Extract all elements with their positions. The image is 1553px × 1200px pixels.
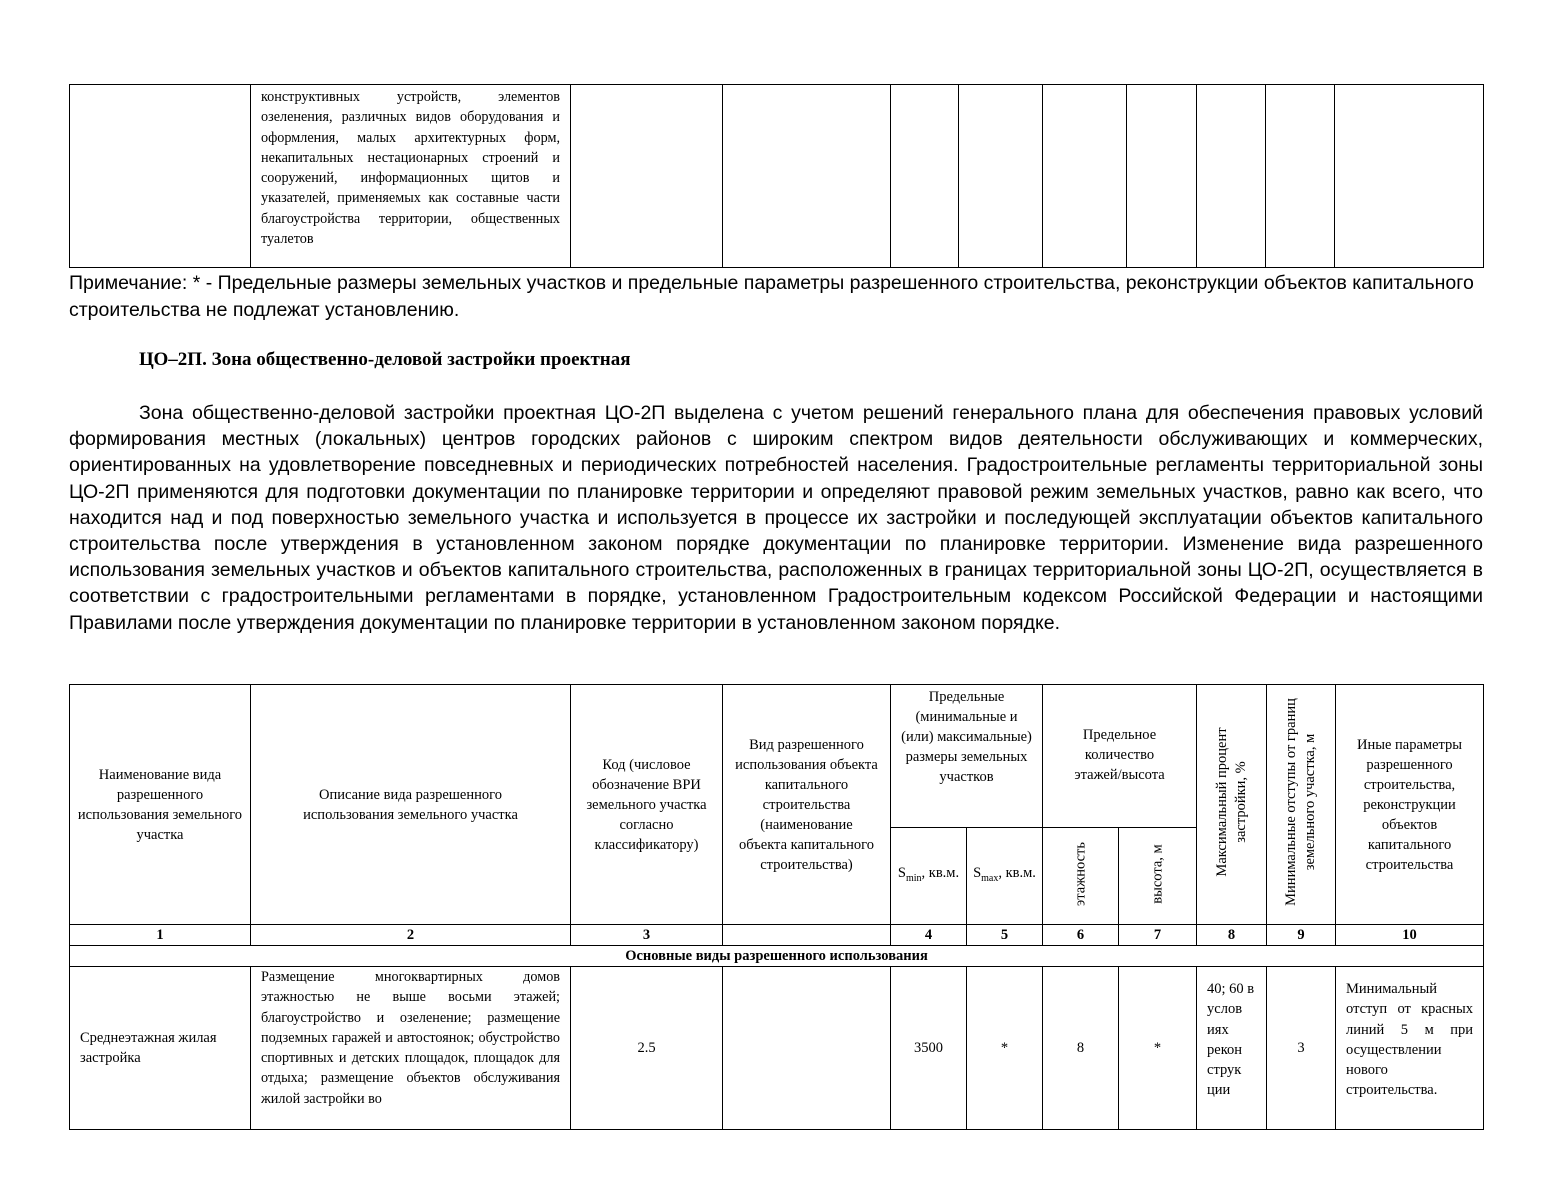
column-number: 1 — [70, 925, 251, 946]
table-row — [70, 967, 1484, 1130]
row-other-params: Минимальный отступ от красных линий 5 м при осуществлении нового строительства. — [1336, 967, 1484, 1130]
smin-symbol: S — [897, 865, 906, 882]
header-smax — [967, 828, 1043, 925]
smax-symbol: S — [973, 865, 982, 882]
row-setback: 3 — [1267, 967, 1336, 1130]
table-cell — [571, 85, 723, 268]
table-cell — [1127, 85, 1197, 268]
column-number: 2 — [251, 925, 571, 946]
note-text: Примечание: * - Предельные размеры земельных участков и предельные параметры разрешенного строительства, реконструкции объектов капитального строительства не подлежат установлению. — [69, 272, 1474, 321]
row-name: Среднеэтажная жилая застройка — [70, 967, 251, 1130]
column-number: 7 — [1119, 925, 1197, 946]
column-number: 6 — [1043, 925, 1119, 946]
table-cell — [1197, 85, 1266, 268]
smax-sub: max — [981, 872, 999, 884]
top-continuation-table — [69, 84, 1484, 268]
header-object-type: Вид разрешенного использования объекта капитального строительства (наименование объекта капитального строительства) — [723, 685, 891, 925]
smax-unit: , кв.м. — [998, 865, 1036, 882]
row-code: 2.5 — [571, 967, 723, 1130]
table-row — [70, 85, 1484, 268]
header-height — [1119, 828, 1197, 925]
table-cell — [891, 85, 959, 268]
header-floors-height: Предельное количество этажей/высота — [1043, 685, 1197, 828]
section-title: Основные виды разрешенного использования — [70, 946, 1484, 967]
smin-unit: , кв.м. — [921, 865, 960, 882]
table-cell — [70, 85, 251, 268]
header-description: Описание вида разрешенного использования земельного участка — [251, 685, 571, 925]
column-number-empty — [723, 925, 891, 946]
column-number: 8 — [1197, 925, 1267, 946]
column-number-row — [70, 925, 1484, 946]
section-row — [70, 946, 1484, 967]
header-min-setbacks-text: Минимальные отступы от границ земельного участка, м — [1283, 698, 1319, 906]
header-max-percent — [1197, 685, 1267, 925]
table-cell — [251, 85, 571, 268]
table-cell — [723, 85, 891, 268]
column-number: 10 — [1336, 925, 1484, 946]
header-min-setbacks — [1267, 685, 1336, 925]
table-cell — [1335, 85, 1484, 268]
row-description: Размещение многоквартирных домов этажностью не выше восьми этажей; благоустройство и озеленение; размещение подземных гаражей и автостоянок; обустройство спортивных и детских площадок, площадок для отдыха; размещение объектов обслуживания жилой застройки во — [251, 967, 571, 1130]
row-smax: * — [967, 967, 1043, 1130]
header-floors-text: этажность — [1072, 842, 1089, 906]
row-floors: 8 — [1043, 967, 1119, 1130]
header-max-percent-text: Максимальный процент застройки, % — [1213, 727, 1249, 877]
column-number: 4 — [891, 925, 967, 946]
header-name: Наименование вида разрешенного использования земельного участка — [70, 685, 251, 925]
row-percent: 40; 60 в услов иях рекон струк ции — [1197, 967, 1267, 1130]
header-other-params: Иные параметры разрешенного строительства, реконструкции объектов капитального строительства — [1336, 685, 1484, 925]
row-height: * — [1119, 967, 1197, 1130]
row-smin: 3500 — [891, 967, 967, 1130]
row-object — [723, 967, 891, 1130]
smin-sub: min — [905, 872, 922, 884]
header-height-text: высота, м — [1149, 844, 1166, 904]
header-plot-sizes: Предельные (минимальные и (или) максимальные) размеры земельных участков — [891, 685, 1043, 828]
header-floors — [1043, 828, 1119, 925]
regulations-table — [69, 684, 1484, 1130]
column-number: 9 — [1267, 925, 1336, 946]
column-number: 3 — [571, 925, 723, 946]
zone-description-paragraph: Зона общественно-деловой застройки проектная ЦО-2П выделена с учетом решений генерального плана для обеспечения правовых условий формирования местных (локальных) центров городских районов с широким спектром видов деятельности обслуживающих и коммерческих, ориентированных на удовлетворение повседневных и периодических потребностей населения. Градостроительные регламенты территориальной зоны ЦО-2П применяются для подготовки документации по планировке территории и определяют правовой режим земельных участков, равно как всего, что находится над и под поверхностью земельного участка и используется в процессе их застройки и последующей эксплуатации объектов капитального строительства после утверждения в установленном законом порядке документации по планировке территории. Изменение вида разрешенного использования земельных участков и объектов капитального строительства, расположенных в границах территориальной зоны ЦО-2П, осуществляется в соответствии с градостроительными регламентами в порядке, установленном Градостроительным кодексом Российской Федерации и настоящими Правилами после утверждения документации по планировке территории в установленном законом порядке. — [69, 402, 1483, 634]
section-heading: ЦО–2П. Зона общественно-деловой застройки проектная — [139, 349, 631, 370]
description-text: конструктивных устройств, элементов озеленения, различных видов оборудования и оформления, малых архитектурных форм, некапитальных нестационарных строений и сооружений, информационных щитов и указателей, применяемых как составные части благоустройства территории, общественных туалетов — [261, 89, 560, 248]
header-code: Код (числовое обозначение ВРИ земельного участка согласно классификатору) — [571, 685, 723, 925]
column-number: 5 — [967, 925, 1043, 946]
header-smin — [891, 828, 967, 925]
table-cell — [1043, 85, 1127, 268]
table-cell — [959, 85, 1043, 268]
table-header-row — [70, 685, 1484, 828]
table-cell — [1266, 85, 1335, 268]
